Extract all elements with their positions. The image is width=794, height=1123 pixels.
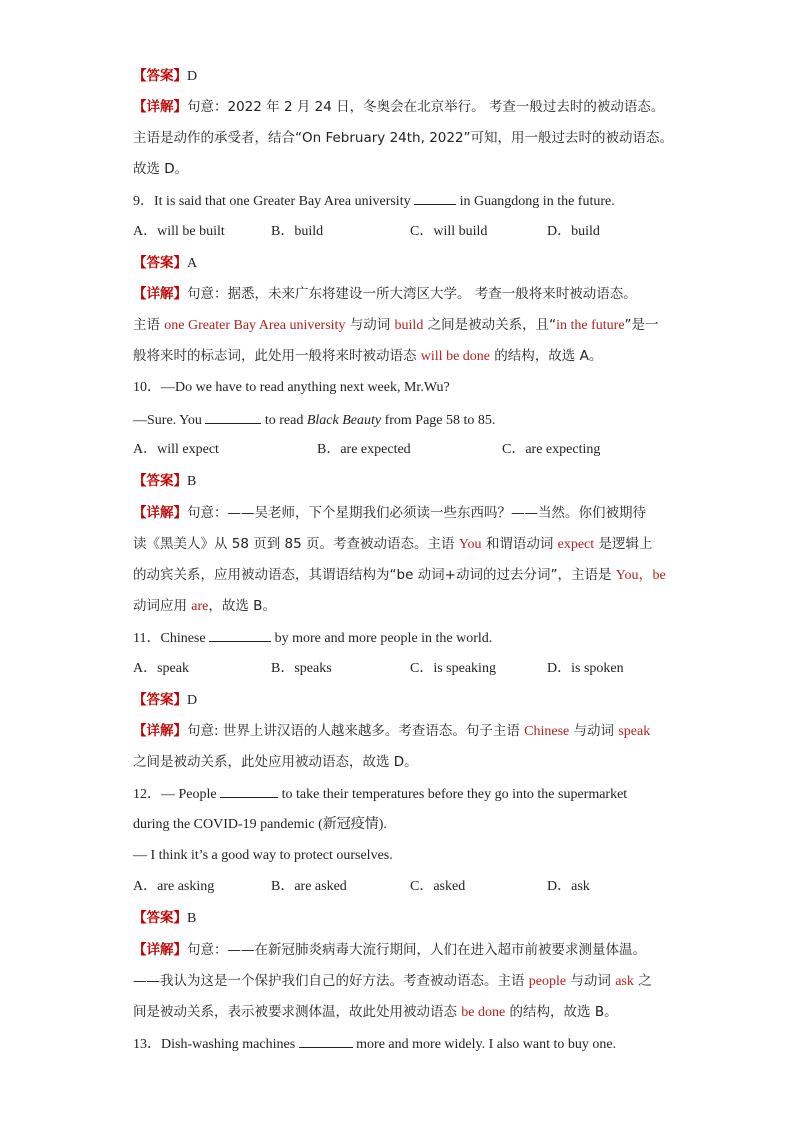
option-a: A．are asking — [133, 879, 215, 894]
q12-detail-line-1 — [133, 940, 734, 960]
q8-detail-line-1 — [133, 97, 734, 117]
stem-text: in Guangdong in the future. — [456, 194, 615, 209]
highlight-term: will be done — [420, 349, 491, 364]
detail-text: 读《黑美人》从 58 页到 85 页。考查被动语态。主语 — [133, 536, 459, 552]
q10-detail-line-3 — [133, 565, 734, 586]
stem-text: from Page 58 to 85. — [381, 413, 496, 428]
q10-detail-line-2 — [133, 534, 734, 555]
option-c: C．will build — [410, 224, 488, 239]
q13-stem — [133, 1033, 734, 1055]
q12-stem-line-1 — [133, 783, 734, 805]
q9-detail-line-1 — [133, 284, 734, 304]
stem-text: 9．It is said that one Greater Bay Area university — [133, 194, 415, 209]
detail-text: 句意：——在新冠肺炎病毒大流行期间，人们在进入超市前被要求测量体温。 — [187, 942, 646, 958]
detail-text: 之间是被动关系，且“ — [423, 317, 557, 333]
option-d: D．is spoken — [547, 661, 624, 676]
detail-text: 之 — [633, 973, 652, 989]
stem-text: 13．Dish-washing machines — [133, 1037, 299, 1052]
q12-answer-line — [133, 908, 734, 929]
option-d: D．build — [547, 224, 600, 239]
detail-text: 句意：据悉，未来广东将建设一所大湾区大学。 考查一般将来时被动语态。 — [187, 286, 637, 302]
answer-value: D — [187, 693, 198, 708]
detail-text: 句意: 世界上讲汉语的人越来越多。考查语态。句子主语 — [187, 723, 525, 739]
detail-text: 是逻辑上 — [594, 536, 653, 552]
option-b: B．speaks — [271, 661, 332, 676]
q11-detail-line-1 — [133, 721, 734, 742]
option-b: B．are asked — [271, 879, 347, 894]
stem-text: to take their temperatures before they go into the supermarket — [278, 787, 628, 802]
option-a: A．will be built — [133, 224, 225, 239]
highlight-term: be done — [461, 1005, 506, 1020]
detail-text: 的结构，故选 B。 — [505, 1004, 618, 1020]
q10-stem-line-2 — [133, 409, 734, 431]
q10-detail-line-4 — [133, 596, 734, 617]
option-a: A．speak — [133, 661, 189, 676]
q9-detail-line-2 — [133, 315, 734, 336]
answer-value: D — [187, 69, 198, 84]
highlight-term: speak — [618, 724, 651, 739]
detail-tag: 【详解】 — [133, 286, 187, 302]
detail-text: 与动词 — [566, 973, 616, 989]
answer-tag: 【答案】 — [133, 255, 187, 271]
highlight-term: build — [394, 318, 424, 333]
option-c: C．asked — [410, 879, 466, 894]
q8-detail-line-2: 主语是动作的承受者，结合“On February 24th, 2022”可知，用一般过去时的被动语态。 — [133, 130, 674, 146]
option-a: A．will expect — [133, 442, 219, 457]
q12-stem-line-2: during the COVID-19 pandemic (新冠疫情). — [133, 817, 387, 832]
answer-value: B — [187, 474, 197, 489]
q10-answer-line — [133, 471, 734, 492]
highlight-term: people — [528, 974, 567, 989]
detail-text: 主语 — [133, 317, 165, 333]
highlight-term: Chinese — [524, 724, 570, 739]
detail-text: 的动宾关系，应用被动语态，其谓语结构为“be 动词+动词的过去分词”，主语是 — [133, 567, 616, 583]
detail-text: 间是被动关系，表示被要求测体温，故此处用被动语态 — [133, 1004, 462, 1020]
answer-tag: 【答案】 — [133, 473, 187, 489]
q10-detail-line-1 — [133, 503, 734, 523]
detail-text: 和谓语动词 — [481, 536, 558, 552]
highlight-term: in the future — [556, 318, 625, 333]
detail-text: ——我认为这是一个保护我们自己的好方法。考查被动语态。主语 — [133, 973, 529, 989]
q8-answer-line — [133, 66, 734, 87]
detail-text: 般将来时的标志词，此处用一般将来时被动语态 — [133, 348, 421, 364]
option-c: C．are expecting — [502, 442, 601, 457]
q9-stem — [133, 190, 734, 212]
stem-text: 11．Chinese — [133, 631, 210, 646]
option-b: B．build — [271, 224, 324, 239]
q8-detail-line-3: 故选 D。 — [133, 161, 189, 177]
detail-text: 与动词 — [345, 317, 395, 333]
answer-value: A — [187, 256, 198, 271]
detail-text: 句意：2022 年 2 月 24 日，冬奥会在北京举行。 考查一般过去时的被动语态。 — [187, 99, 665, 115]
stem-text: to read — [261, 413, 307, 428]
detail-tag: 【详解】 — [133, 942, 187, 958]
answer-blank — [299, 1033, 353, 1048]
answer-blank — [414, 190, 456, 205]
highlight-term: ask — [615, 974, 634, 989]
q9-detail-line-3 — [133, 346, 734, 367]
option-c: C．is speaking — [410, 661, 496, 676]
detail-tag: 【详解】 — [133, 505, 187, 521]
answer-blank — [220, 783, 278, 798]
highlight-term: expect — [557, 537, 595, 552]
q9-answer-line — [133, 253, 734, 274]
detail-tag: 【详解】 — [133, 723, 187, 739]
detail-text: ”是一 — [624, 317, 659, 333]
q11-stem — [133, 627, 734, 649]
highlight-term: You — [458, 537, 482, 552]
q11-detail-line-2: 之间是被动关系，此处应用被动语态，故选 D。 — [133, 754, 418, 770]
answer-blank — [205, 409, 261, 424]
q10-stem-line-1: 10．—Do we have to read anything next week, Mr.Wu? — [133, 380, 450, 395]
q12-detail-line-3 — [133, 1002, 734, 1023]
q11-answer-line — [133, 690, 734, 711]
stem-text: 12．— People — [133, 787, 221, 802]
detail-tag: 【详解】 — [133, 99, 187, 115]
highlight-term: You，be — [615, 568, 666, 583]
detail-text: 的结构，故选 A。 — [490, 348, 603, 364]
stem-text: —Sure. You — [133, 413, 206, 428]
detail-text: 与动词 — [569, 723, 619, 739]
answer-tag: 【答案】 — [133, 692, 187, 708]
highlight-term: are — [191, 599, 209, 614]
stem-text: by more and more people in the world. — [271, 631, 493, 646]
book-title: Black Beauty — [306, 413, 382, 428]
q12-detail-line-2 — [133, 971, 734, 992]
answer-blank — [209, 627, 271, 642]
stem-text: more and more widely. I also want to buy one. — [352, 1037, 617, 1052]
detail-text: 句意：——吴老师，下个星期我们必须读一些东西吗？——当然。你们被期待 — [187, 505, 646, 521]
q12-stem-line-3: — I think it’s a good way to protect ourselves. — [133, 848, 393, 863]
detail-text: 动词应用 — [133, 598, 192, 614]
highlight-term: one Greater Bay Area university — [164, 318, 346, 333]
answer-tag: 【答案】 — [133, 910, 187, 926]
option-d: D．ask — [547, 879, 590, 894]
detail-text: ，故选 B。 — [208, 598, 276, 614]
answer-tag: 【答案】 — [133, 68, 187, 84]
option-b: B．are expected — [317, 442, 411, 457]
answer-value: B — [187, 911, 197, 926]
